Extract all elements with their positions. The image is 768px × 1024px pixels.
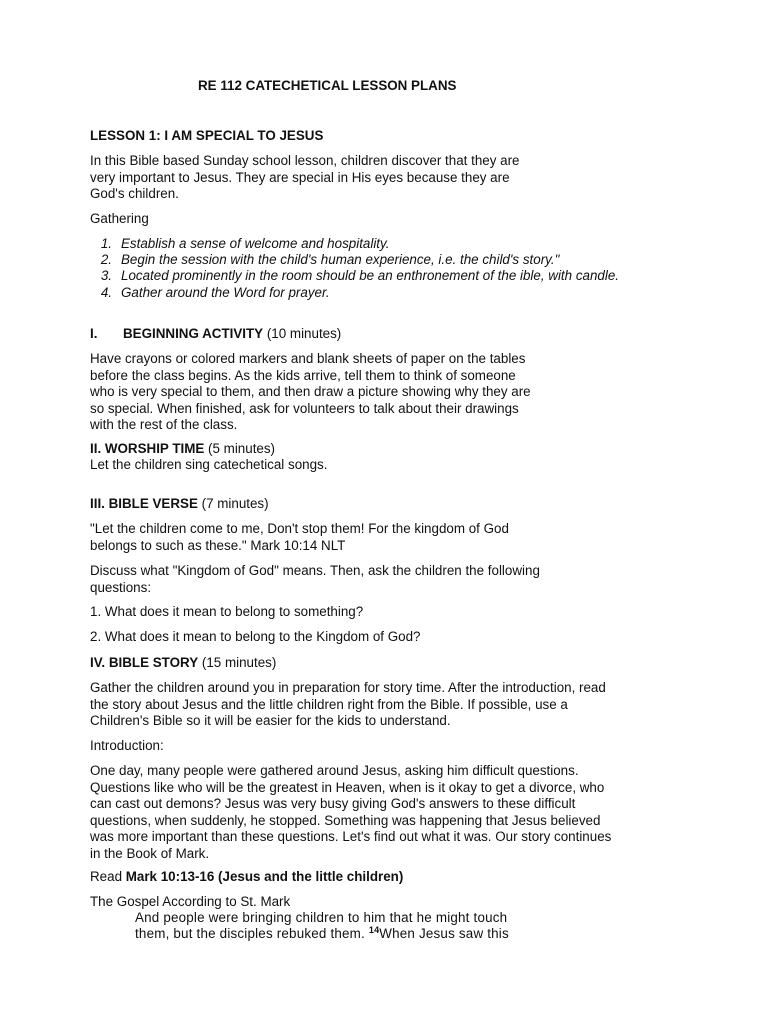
section3-duration: (7 minutes) xyxy=(197,496,269,511)
list-number: 2. xyxy=(100,252,112,267)
gathering-item xyxy=(90,236,389,253)
intro-paragraph xyxy=(90,153,650,203)
paragraph-line: so special. When finished, ask for volunteers to talk about their drawings xyxy=(90,400,519,416)
discuss-paragraph xyxy=(90,563,650,596)
gospel-text: them, but the disciples rebuked them. xyxy=(135,926,369,941)
paragraph-line: in the Book of Mark. xyxy=(90,845,210,861)
list-text: Establish a sense of welcome and hospitality. xyxy=(121,236,390,251)
list-number: 4. xyxy=(100,285,112,300)
section1-heading xyxy=(90,326,341,343)
bible-verse-quote xyxy=(90,521,650,554)
intro-line: very important to Jesus. They are special in His eyes because they are xyxy=(90,169,510,185)
section2-duration: (5 minutes) xyxy=(204,441,276,456)
gathering-item xyxy=(90,252,559,269)
section4-heading xyxy=(90,655,276,672)
introduction-label: Introduction: xyxy=(90,738,164,753)
list-number: 1. xyxy=(100,236,112,251)
verse-line: belongs to such as these." Mark 10:14 NLT xyxy=(90,537,346,553)
paragraph-line: Children's Bible so it will be easier for the kids to understand. xyxy=(90,713,451,728)
paragraph-line: with the rest of the class. xyxy=(90,417,238,432)
intro-line: In this Bible based Sunday school lesson, children discover that they are xyxy=(90,153,520,168)
paragraph-line: who is very special to them, and then draw a picture showing why they are xyxy=(90,384,531,399)
paragraph-line: Questions like who will be the greatest in Heaven, when is it okay to get a divorce, who xyxy=(90,779,605,795)
verse-line: "Let the children come to me, Don't stop them! For the kingdom of God xyxy=(90,521,509,536)
list-text: Begin the session with the child's human experience, i.e. the child's story." xyxy=(121,252,560,267)
paragraph-line: can cast out demons? Jesus was very busy giving God's answers to these difficult xyxy=(90,796,576,811)
question-1: 1. What does it mean to belong to something? xyxy=(90,604,364,619)
paragraph-line: questions, when suddenly, he stopped. Something was happening that Jesus believed xyxy=(90,812,601,828)
scripture-reference: Mark 10:13-16 (Jesus and the little children) xyxy=(125,869,404,884)
paragraph-line: Gather the children around you in preparation for story time. After the introduction, read xyxy=(90,680,606,695)
list-number: 3. xyxy=(100,268,112,283)
section4-duration: (15 minutes) xyxy=(198,655,277,670)
paragraph-line: was more important than these questions. Let's find out what it was. Our story continues xyxy=(90,829,612,844)
paragraph-line: One day, many people were gathered around Jesus, asking him difficult questions. xyxy=(90,763,579,778)
list-text: Gather around the Word for prayer. xyxy=(121,285,330,300)
section2-title: II. WORSHIP TIME xyxy=(90,441,205,456)
section4-title: IV. BIBLE STORY xyxy=(90,655,199,670)
gospel-line: And people were bringing children to him that he might touch xyxy=(135,910,508,925)
section1-paragraph xyxy=(90,351,650,434)
gospel-text: When Jesus saw this xyxy=(379,926,509,941)
gathering-label: Gathering xyxy=(90,211,149,226)
intro-line: God's children. xyxy=(90,186,179,201)
gospel-label: The Gospel According to St. Mark xyxy=(90,894,291,909)
section1-duration: (10 minutes) xyxy=(263,326,342,341)
list-text: Located prominently in the room should be an enthronement of the ible, with candle. xyxy=(121,268,619,283)
section1-numeral: I. xyxy=(90,326,98,341)
paragraph-line: Have crayons or colored markers and blank sheets of paper on the tables xyxy=(90,351,526,366)
paragraph-line: the story about Jesus and the little children right from the Bible. If possible, use a xyxy=(90,696,568,712)
section2-text: Let the children sing catechetical songs. xyxy=(90,457,328,472)
section4-paragraph xyxy=(90,680,650,730)
verse-number: 14 xyxy=(368,925,380,935)
gathering-item xyxy=(90,285,330,302)
section3-heading xyxy=(90,496,269,513)
document-title: RE 112 CATECHETICAL LESSON PLANS xyxy=(198,78,457,93)
read-prefix: Read xyxy=(90,869,126,884)
question-2: 2. What does it mean to belong to the Kingdom of God? xyxy=(90,629,421,644)
section1-title: BEGINNING ACTIVITY xyxy=(123,326,264,341)
paragraph-line: questions: xyxy=(90,579,152,595)
story-paragraph xyxy=(90,763,650,862)
read-reference xyxy=(90,869,403,886)
paragraph-line: Discuss what "Kingdom of God" means. Then, ask the children the following xyxy=(90,563,540,578)
section3-title: III. BIBLE VERSE xyxy=(90,496,198,511)
lesson-heading: LESSON 1: I AM SPECIAL TO JESUS xyxy=(90,128,324,143)
paragraph-line: before the class begins. As the kids arrive, tell them to think of someone xyxy=(90,367,516,383)
gospel-line xyxy=(135,926,509,943)
gathering-item xyxy=(90,268,619,285)
section2-heading xyxy=(90,441,275,458)
